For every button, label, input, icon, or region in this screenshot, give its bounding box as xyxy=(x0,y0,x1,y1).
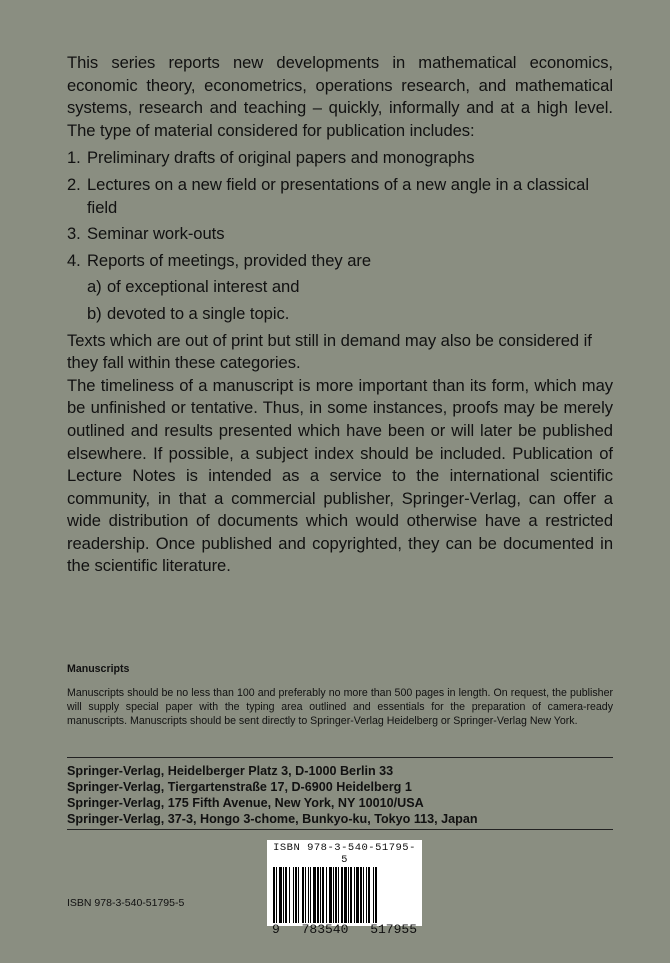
barcode-isbn: ISBN 978-3-540-51795-5 xyxy=(273,842,416,866)
sub-list-letter: b) xyxy=(87,303,102,323)
list-number: 4. xyxy=(67,250,81,270)
barcode-digit-group: 9 xyxy=(272,922,280,937)
sub-list-letter: a) xyxy=(87,277,102,297)
intro-paragraph: This series reports new developments in mathematical economics, economic theory, econometrics, operations research, and mathematical systems, research and teaching – quickly, informally and at a high level. The type of material considered for publication includes: xyxy=(67,53,613,140)
list-number: 2. xyxy=(67,174,81,194)
list-number: 3. xyxy=(67,224,81,244)
description-text xyxy=(67,52,613,578)
address-line: Springer-Verlag, 37-3, Hongo 3-chome, Bunkyo-ku, Tokyo 113, Japan xyxy=(67,812,478,826)
timeliness-paragraph: The timeliness of a manuscript is more important than its form, which may be unfinished or tentative. Thus, in some instances, proofs may be merely outlined and results presented which have been or will later be published elsewhere. If possible, a subject index should be included. Publication of Lecture Notes is intended as a service to the international scientific community, in that a commercial publisher, Springer-Verlag, can offer a wide distribution of documents which would otherwise have a restricted readership. Once published and copyrighted, they can be documented in the scientific literature. xyxy=(67,375,613,576)
sub-list xyxy=(67,272,613,325)
list-text: Seminar work-outs xyxy=(87,224,225,244)
isbn-label: ISBN 978-3-540-51795-5 xyxy=(67,897,185,909)
divider xyxy=(67,829,613,830)
manuscripts-heading: Manuscripts xyxy=(67,663,130,675)
sub-list-item xyxy=(87,276,613,299)
list-number: 1. xyxy=(67,148,81,168)
sub-list-text: devoted to a single topic. xyxy=(107,303,290,323)
barcode xyxy=(267,840,422,937)
address-line: Springer-Verlag, Tiergartenstraße 17, D-6900 Heidelberg 1 xyxy=(67,780,412,794)
address-line: Springer-Verlag, 175 Fifth Avenue, New York, NY 10010/USA xyxy=(67,796,424,810)
barcode-digit-group: 783540 xyxy=(301,922,349,937)
sub-list-text: of exceptional interest and xyxy=(107,277,300,297)
out-of-print-paragraph: Texts which are out of print but still in demand may also be considered if they fall within these categories. xyxy=(67,330,592,373)
sub-list-item xyxy=(87,303,613,326)
barcode-bars-icon xyxy=(272,867,417,923)
list-text: Lectures on a new field or presentations of a new angle in a classical field xyxy=(87,174,589,217)
list-item xyxy=(67,250,613,326)
barcode-digits xyxy=(270,923,419,937)
list-item xyxy=(67,174,613,219)
barcode-digit-group: 517955 xyxy=(370,922,417,937)
address-line: Springer-Verlag, Heidelberger Platz 3, D-1000 Berlin 33 xyxy=(67,764,394,778)
publisher-addresses xyxy=(67,763,613,827)
divider xyxy=(67,757,613,758)
material-list xyxy=(67,147,613,325)
list-item xyxy=(67,147,613,170)
manuscripts-section xyxy=(67,662,613,728)
list-text: Reports of meetings, provided they are xyxy=(87,250,372,270)
list-item xyxy=(67,223,613,246)
manuscripts-body: Manuscripts should be no less than 100 and preferably no more than 500 pages in length. On request, the publisher will supply special paper with the typing area outlined and essentials for the preparation of camera-ready manuscripts. Manuscripts should be sent directly to Springer-Verlag Heidelberg or Springer-Verlag New York. xyxy=(67,687,613,727)
list-text: Preliminary drafts of original papers and monographs xyxy=(87,148,475,168)
